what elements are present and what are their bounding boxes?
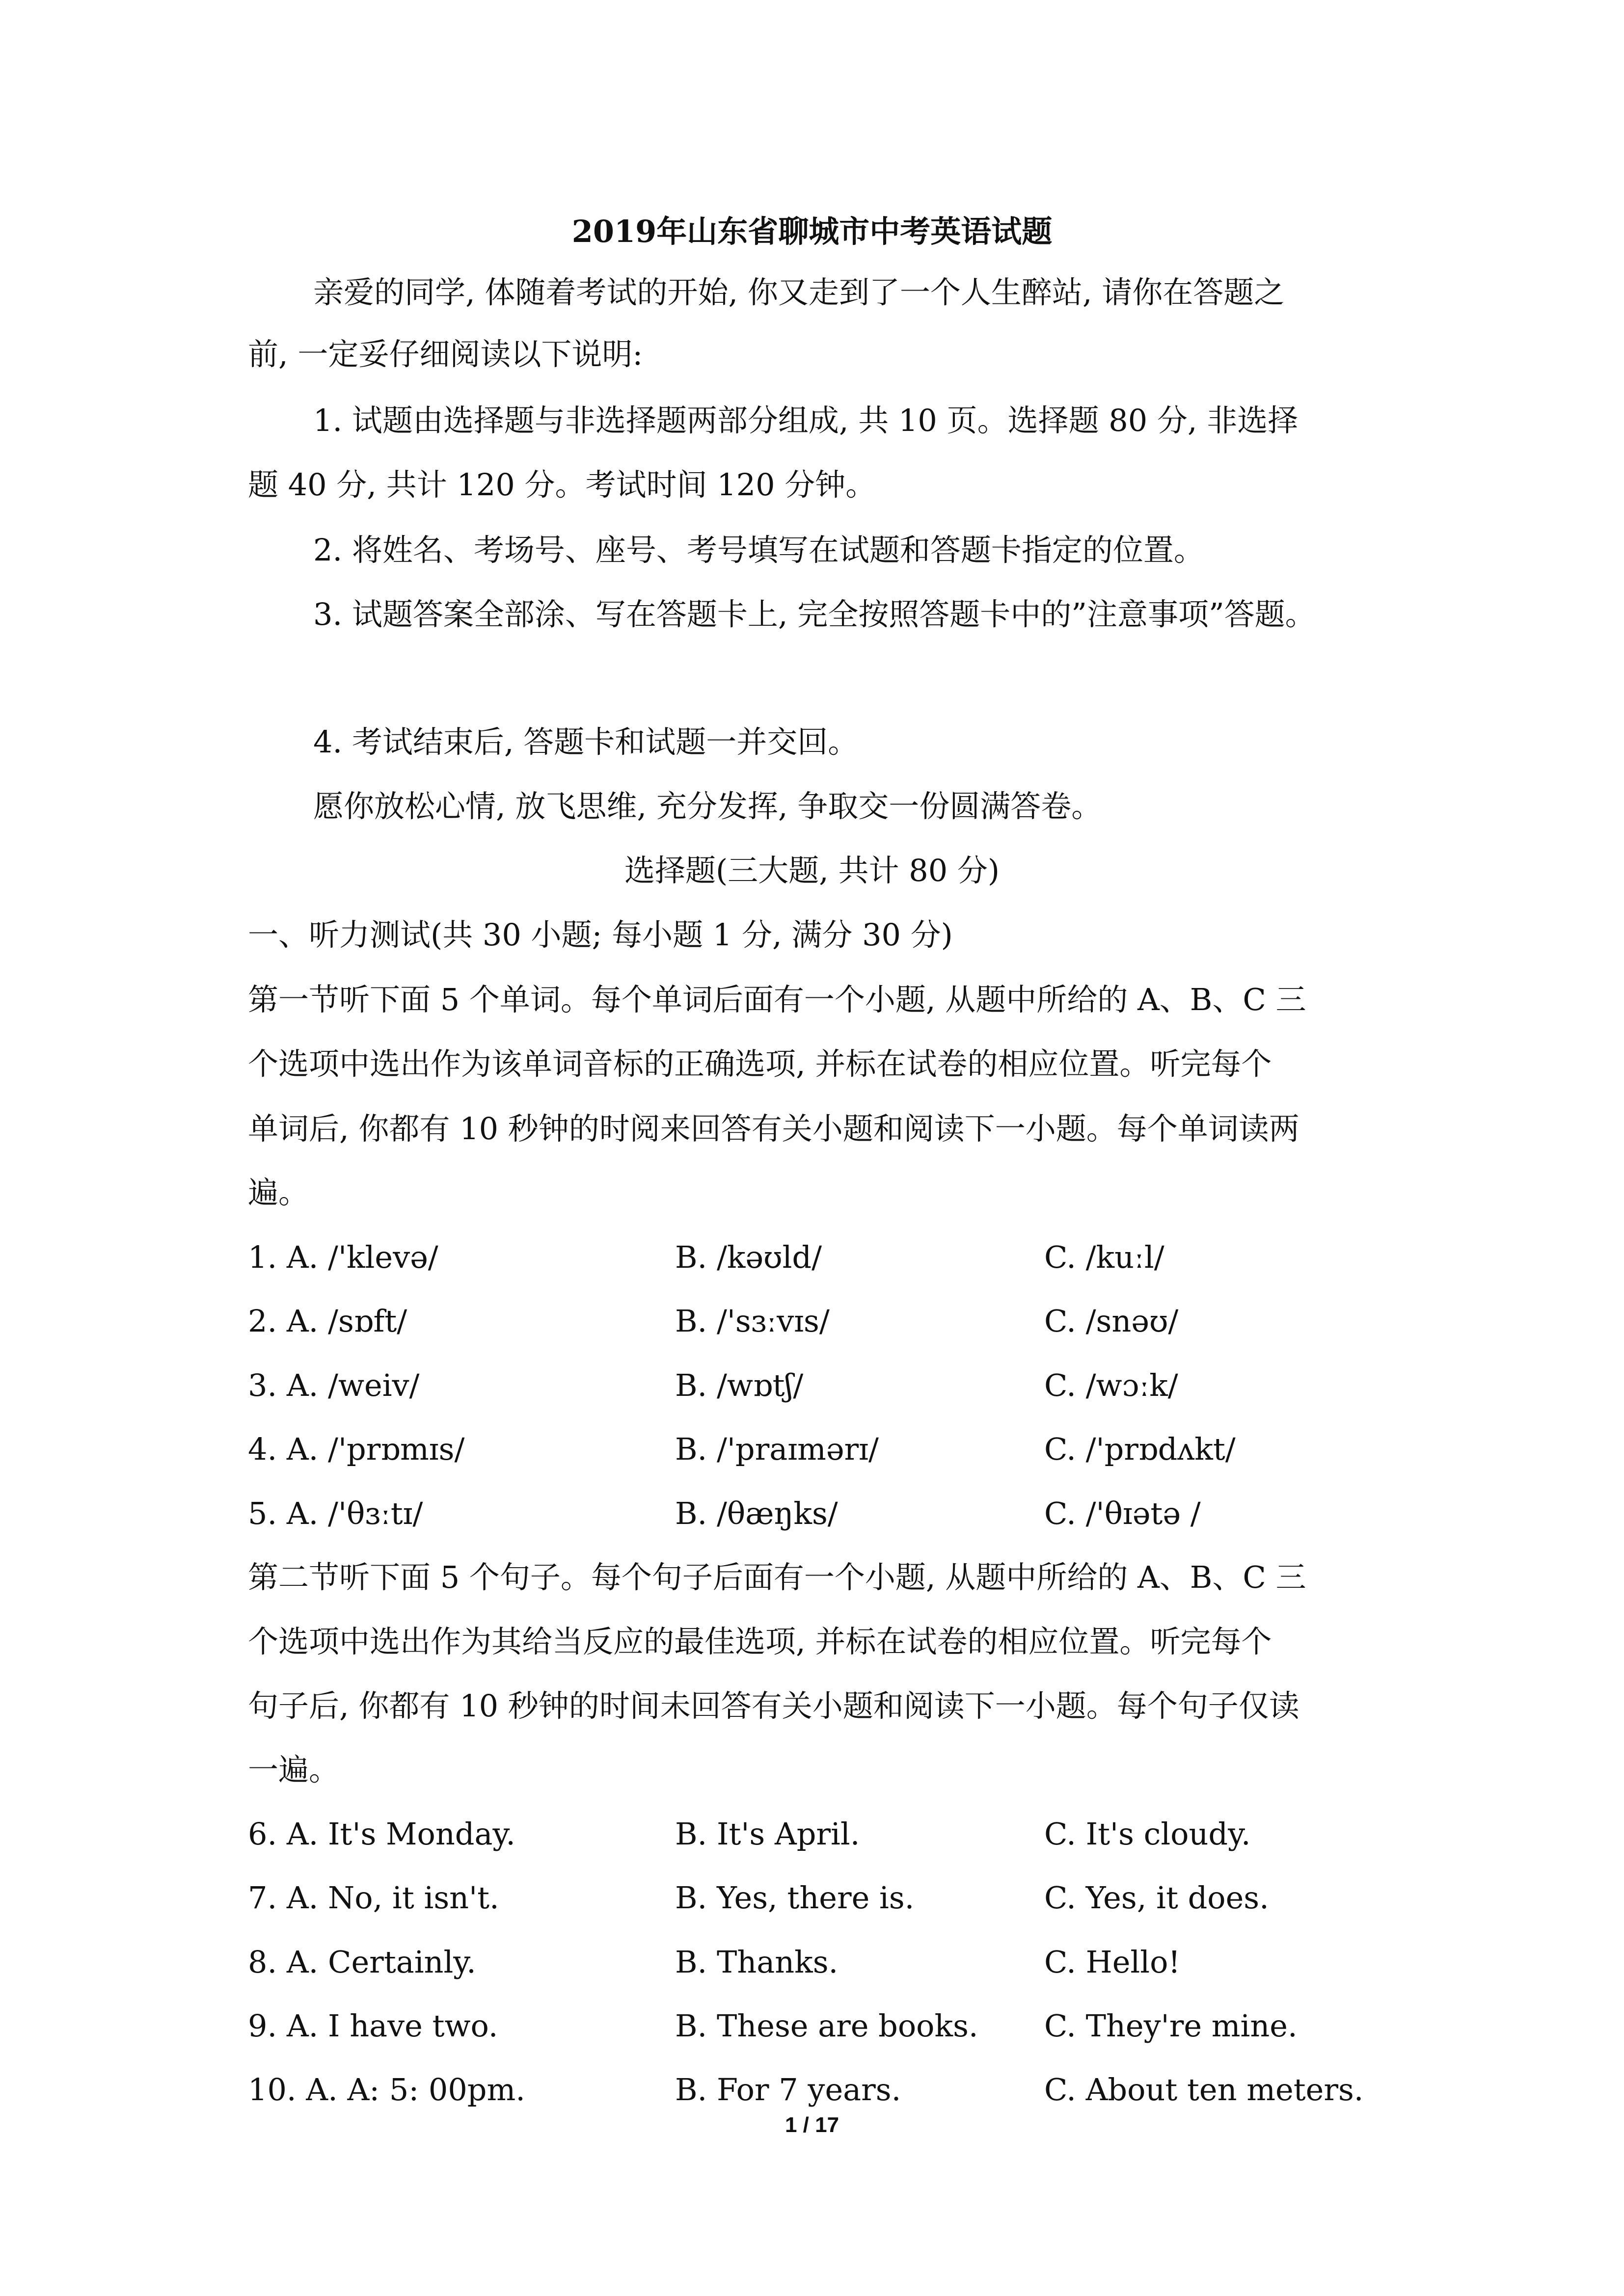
question-7-option-a: 7. A. No, it isn't. (248, 1880, 499, 1916)
question-8-option-a: 8. A. Certainly. (248, 1944, 476, 1980)
question-10-option-b: B. For 7 years. (675, 2072, 901, 2108)
question-6-option-b: B. It's April. (675, 1816, 860, 1852)
question-1-option-c: C. /kuːl/ (1044, 1239, 1164, 1275)
question-1-option-b: B. /kəʊld/ (675, 1239, 822, 1275)
question-6-option-c: C. It's cloudy. (1044, 1816, 1251, 1852)
question-3-option-a: 3. A. /weiv/ (248, 1367, 420, 1403)
question-10-option-a: 10. A. A: 5: 00pm. (248, 2072, 525, 2108)
subsection-2-line-1: 第二节听下面 5 个句子。每个句子后面有一个小题, 从题中所给的 A、B、C 三 (248, 1559, 1306, 1595)
question-4-option-b: B. /'praɪmərɪ/ (675, 1431, 879, 1467)
instruction-3: 3. 试题答案全部涂、写在答题卡上, 完全按照答题卡中的”注意事项”答题。 (313, 596, 1316, 632)
subsection-1-line-3: 单词后, 你都有 10 秒钟的时阅来回答有关小题和阅读下一小题。每个单词读两 (248, 1111, 1299, 1147)
subsection-1-line-1: 第一节听下面 5 个单词。每个单词后面有一个小题, 从题中所给的 A、B、C 三 (248, 982, 1306, 1017)
instruction-1-line-2: 题 40 分, 共计 120 分。考试时间 120 分钟。 (248, 467, 876, 503)
question-2-option-a: 2. A. /sɒft/ (248, 1303, 407, 1339)
question-9-option-a: 9. A. I have two. (248, 2008, 498, 2044)
question-5-option-b: B. /θæŋks/ (675, 1495, 838, 1531)
question-4-option-c: C. /'prɒdʌkt/ (1044, 1431, 1236, 1467)
question-10-option-c: C. About ten meters. (1044, 2072, 1364, 2108)
subsection-2-line-4: 一遍。 (248, 1752, 340, 1788)
question-1-option-a: 1. A. /'klevə/ (248, 1239, 438, 1275)
question-4-option-a: 4. A. /'prɒmɪs/ (248, 1431, 465, 1467)
question-3-option-c: C. /wɔːk/ (1044, 1367, 1178, 1403)
part-heading: 选择题(三大题, 共计 80 分) (624, 853, 1000, 888)
question-6-option-a: 6. A. It's Monday. (248, 1816, 515, 1852)
question-9-option-c: C. They're mine. (1044, 2008, 1298, 2044)
instruction-1-line-1: 1. 试题由选择题与非选择题两部分组成, 共 10 页。选择题 80 分, 非选择 (313, 402, 1299, 438)
question-7-option-b: B. Yes, there is. (675, 1880, 915, 1916)
instruction-4: 4. 考试结束后, 答题卡和试题一并交回。 (313, 724, 859, 760)
page-number: 1 / 17 (785, 2113, 839, 2137)
section-1-heading: 一、听力测试(共 30 小题; 每小题 1 分, 满分 30 分) (248, 917, 953, 953)
question-8-option-c: C. Hello! (1044, 1944, 1181, 1980)
instruction-2: 2. 将姓名、考场号、座号、考号填写在试题和答题卡指定的位置。 (313, 532, 1204, 568)
question-7-option-c: C. Yes, it does. (1044, 1880, 1269, 1916)
question-3-option-b: B. /wɒtʃ/ (675, 1367, 804, 1403)
question-2-option-c: C. /snəʊ/ (1044, 1303, 1179, 1339)
subsection-2-line-3: 句子后, 你都有 10 秒钟的时间未回答有关小题和阅读下一小题。每个句子仅读 (248, 1688, 1299, 1724)
question-5-option-a: 5. A. /'θɜːtɪ/ (248, 1495, 423, 1531)
subsection-1-line-4: 遍。 (248, 1175, 309, 1210)
intro-line-2: 前, 一定妥仔细阅读以下说明: (248, 336, 643, 372)
subsection-2-line-2: 个选项中选出作为其给当反应的最佳选项, 并标在试卷的相应位置。听完每个 (248, 1624, 1272, 1659)
question-8-option-b: B. Thanks. (675, 1944, 839, 1980)
exam-title: 2019年山东省聊城市中考英语试题 (571, 214, 1053, 249)
question-2-option-b: B. /'sɜːvɪs/ (675, 1303, 830, 1339)
question-9-option-b: B. These are books. (675, 2008, 978, 2044)
question-5-option-c: C. /'θɪətə / (1044, 1495, 1201, 1531)
closing-line: 愿你放松心情, 放飞思维, 充分发挥, 争取交一份圆满答卷。 (313, 788, 1102, 824)
intro-line-1: 亲爱的同学, 体随着考试的开始, 你又走到了一个人生醉站, 请你在答题之 (313, 274, 1285, 310)
subsection-1-line-2: 个选项中选出作为该单词音标的正确选项, 并标在试卷的相应位置。听完每个 (248, 1046, 1272, 1082)
